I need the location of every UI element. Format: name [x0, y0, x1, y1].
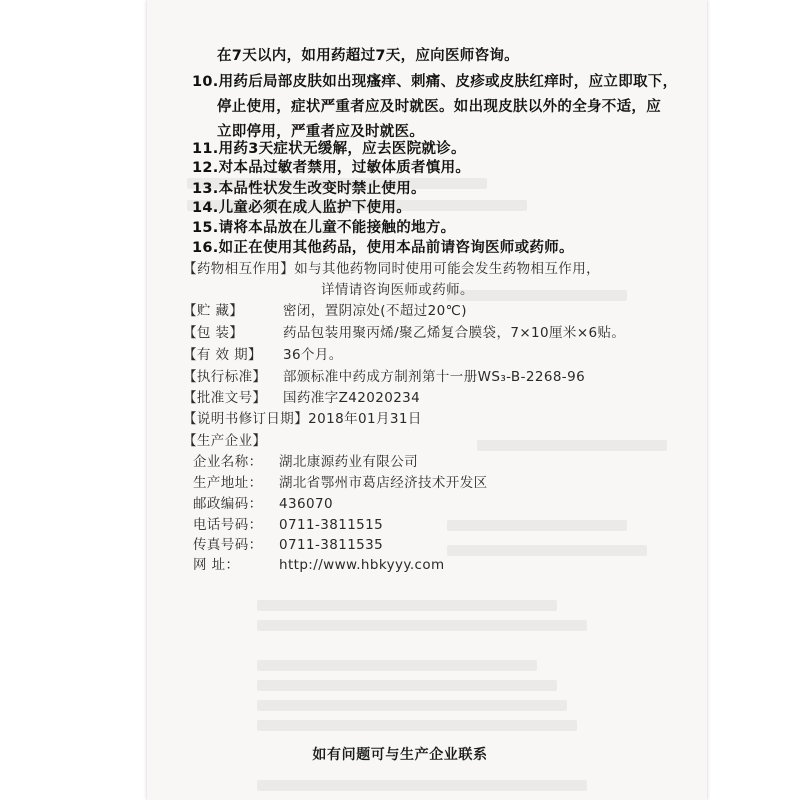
item-number: 15. — [192, 220, 219, 236]
bleed-through-line — [257, 720, 577, 731]
field-value: 湖北康源药业有限公司 — [279, 454, 418, 470]
item-text: 用药3天症状无缓解，应去医院就诊。 — [218, 141, 466, 157]
contact-footer: 如有问题可与生产企业联系 — [312, 747, 488, 763]
section-storage — [183, 299, 467, 319]
section-label: 【批准文号】 — [183, 390, 267, 406]
bleed-through-line — [257, 700, 567, 711]
section-value: 药品包装用聚丙烯/聚乙烯复合膜袋，7×10厘米×6贴。 — [283, 325, 626, 341]
section-drug-interaction — [183, 257, 600, 277]
section-value: 部颁标准中药成方制剂第十一册WS₃-B-2268-96 — [283, 369, 586, 385]
bleed-through-line — [447, 520, 627, 531]
section-package — [183, 321, 625, 341]
bleed-through-line — [447, 290, 627, 301]
precaution-item-16 — [192, 236, 574, 257]
item-text: 如正在使用其他药品，使用本品前请咨询医师或药师。 — [218, 240, 574, 256]
precaution-item-12 — [192, 156, 470, 177]
precaution-item-10-line3: 立即停用，严重者应及时就医。 — [217, 124, 425, 140]
bleed-through-line — [447, 545, 647, 556]
company-fax — [193, 533, 383, 553]
section-label: 【贮 藏】 — [183, 303, 244, 319]
section-value: 密闭，置阴凉处(不超过20℃) — [283, 303, 467, 319]
section-label: 【有 效 期】 — [183, 347, 262, 363]
field-label: 邮政编码： — [193, 496, 263, 512]
field-label: 生产地址： — [193, 475, 263, 491]
bleed-through-line — [257, 620, 587, 631]
section-drug-interaction-line2: 详情请咨询医师或药师。 — [321, 282, 474, 298]
precaution-item-14 — [192, 196, 411, 217]
item-number: 13. — [192, 181, 219, 197]
section-approval — [183, 386, 420, 406]
section-value: 36个月。 — [283, 347, 343, 363]
bleed-through-line — [257, 780, 587, 791]
field-value: 436070 — [279, 496, 333, 512]
item-text: 请将本品放在儿童不能接触的地方。 — [218, 220, 456, 236]
section-revision-date — [183, 407, 422, 427]
bleed-through-line — [477, 440, 667, 451]
item-number: 12. — [192, 160, 219, 176]
precaution-item-11 — [192, 137, 466, 158]
precaution-item-10-line2: 停止使用，症状严重者应及时就医。如出现皮肤以外的全身不适，应 — [217, 99, 661, 115]
section-label: 【执行标准】 — [183, 369, 267, 385]
item-text: 用药后局部皮肤如出现瘙痒、刺痛、皮疹或皮肤红痒时，应立即取下， — [218, 74, 678, 90]
company-phone — [193, 513, 383, 533]
bleed-through-line — [257, 680, 557, 691]
item-number: 16. — [192, 240, 219, 256]
item-number: 10. — [192, 74, 219, 90]
field-label: 电话号码： — [193, 517, 263, 533]
section-standard — [183, 365, 585, 385]
section-value: 2018年01月31日 — [308, 411, 422, 427]
field-label: 企业名称： — [193, 454, 263, 470]
bleed-through-line — [257, 660, 537, 671]
section-validity — [183, 343, 343, 363]
field-label: 网 址： — [193, 557, 240, 573]
item-text: 儿童必须在成人监护下使用。 — [218, 200, 411, 216]
precaution-item-13 — [192, 177, 426, 198]
company-name — [193, 450, 418, 470]
item-text: 对本品过敏者禁用，过敏体质者慎用。 — [218, 160, 471, 176]
item-number: 14. — [192, 200, 219, 216]
company-website — [193, 553, 445, 573]
field-value: 0711-3811535 — [279, 537, 384, 553]
section-label: 【药物相互作用】 — [183, 261, 295, 277]
item-text: 本品性状发生改变时禁止使用。 — [218, 181, 426, 197]
bleed-through-line — [257, 600, 557, 611]
field-value: http://www.hbkyyy.com — [279, 557, 445, 573]
company-address — [193, 471, 488, 491]
section-value: 国药准字Z42020234 — [283, 390, 421, 406]
company-postcode — [193, 492, 333, 512]
section-label: 【说明书修订日期】 — [183, 411, 309, 427]
field-label: 传真号码： — [193, 537, 263, 553]
item-number: 11. — [192, 141, 219, 157]
section-value: 如与其他药物同时使用可能会发生药物相互作用， — [294, 261, 601, 277]
field-value: 0711-3811515 — [279, 517, 384, 533]
section-label: 【包 装】 — [183, 325, 244, 341]
precaution-item-15 — [192, 216, 455, 237]
precaution-item-9-continued: 在7天以内，如用药超过7天，应向医师咨询。 — [217, 48, 519, 64]
field-value: 湖北省鄂州市葛店经济技术开发区 — [279, 475, 488, 491]
precaution-item-10 — [192, 70, 677, 91]
section-manufacturer: 【生产企业】 — [183, 433, 267, 449]
